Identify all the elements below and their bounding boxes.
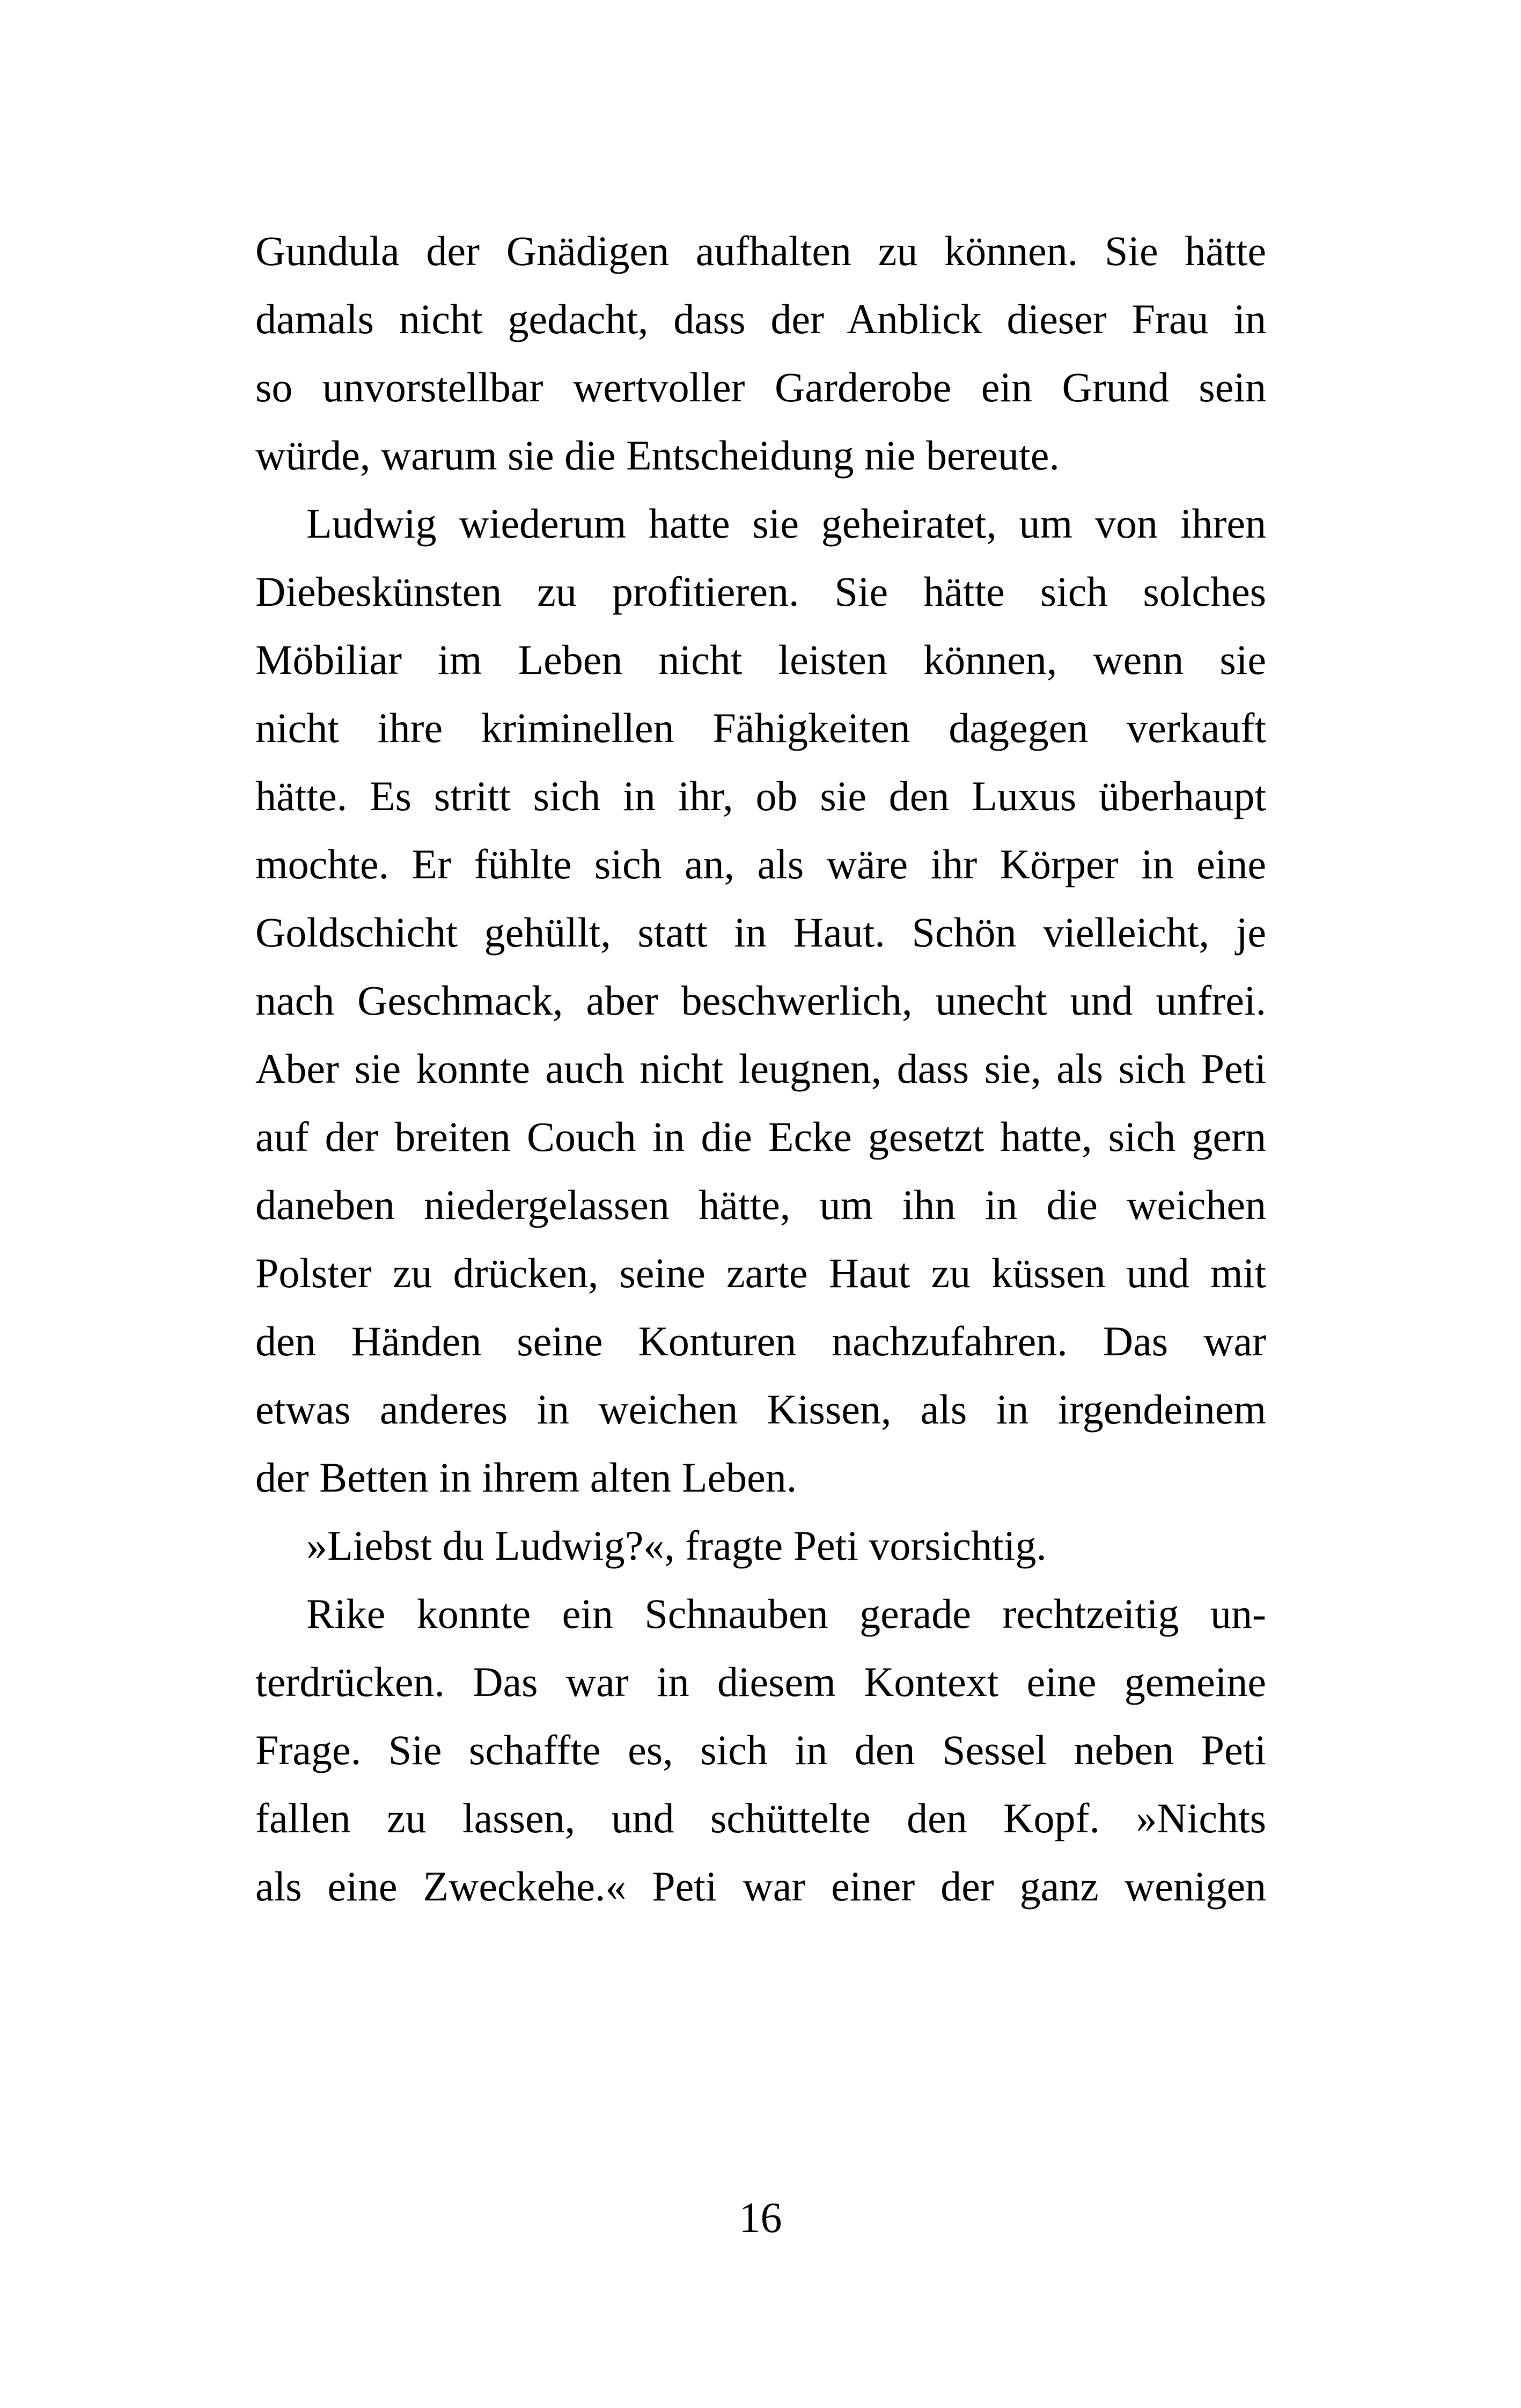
- page-number: 16: [739, 2194, 782, 2242]
- text-line: Goldschicht gehüllt, statt in Haut. Schön vielleicht, je: [255, 909, 1266, 956]
- text-line: der Betten in ihrem alten Leben.: [255, 1454, 797, 1501]
- text-line: Möbiliar im Leben nicht leisten können, wenn sie: [255, 636, 1266, 683]
- text-line: auf der breiten Couch in die Ecke gesetzt hatte, sich gern: [255, 1113, 1266, 1160]
- text-line: damals nicht gedacht, dass der Anblick dieser Frau in: [255, 296, 1266, 342]
- text-line: Aber sie konnte auch nicht leugnen, dass sie, als sich Peti: [255, 1045, 1266, 1092]
- text-line: Rike konnte ein Schnauben gerade rechtzeitig un-: [306, 1590, 1266, 1637]
- text-line: hätte. Es stritt sich in ihr, ob sie den Luxus überhaupt: [255, 773, 1266, 819]
- text-line: Gundula der Gnädigen aufhalten zu können. Sie hätte: [255, 227, 1266, 274]
- body-text: [255, 217, 1266, 1920]
- text-line: etwas anderes in weichen Kissen, als in irgendeinem: [255, 1386, 1266, 1433]
- text-line: terdrücken. Das war in diesem Kontext eine gemeine: [255, 1658, 1266, 1705]
- text-line: den Händen seine Konturen nachzufahren. Das war: [255, 1318, 1266, 1364]
- text-line: so unvorstellbar wertvoller Garderobe ein Grund sein: [255, 364, 1266, 410]
- text-line: fallen zu lassen, und schüttelte den Kopf. »Nichts: [255, 1795, 1266, 1841]
- text-line: als eine Zweckehe.« Peti war einer der ganz wenigen: [255, 1863, 1266, 1910]
- text-line: nach Geschmack, aber beschwerlich, unecht und unfrei.: [255, 977, 1266, 1024]
- text-line: daneben niedergelassen hätte, um ihn in die weichen: [255, 1181, 1266, 1228]
- text-line: mochte. Er fühlte sich an, als wäre ihr Körper in eine: [255, 841, 1266, 887]
- text-line: würde, warum sie die Entscheidung nie bereute.: [255, 432, 1060, 479]
- text-line: Frage. Sie schaffte es, sich in den Sessel neben Peti: [255, 1727, 1266, 1773]
- text-line: nicht ihre kriminellen Fähigkeiten dagegen verkauft: [255, 704, 1266, 751]
- text-line: »Liebst du Ludwig?«, fragte Peti vorsichtig.: [306, 1522, 1047, 1569]
- text-line: Ludwig wiederum hatte sie geheiratet, um von ihren: [306, 500, 1266, 547]
- text-line: Diebeskünsten zu profitieren. Sie hätte sich solches: [255, 568, 1266, 615]
- text-line: Polster zu drücken, seine zarte Haut zu küssen und mit: [255, 1250, 1266, 1296]
